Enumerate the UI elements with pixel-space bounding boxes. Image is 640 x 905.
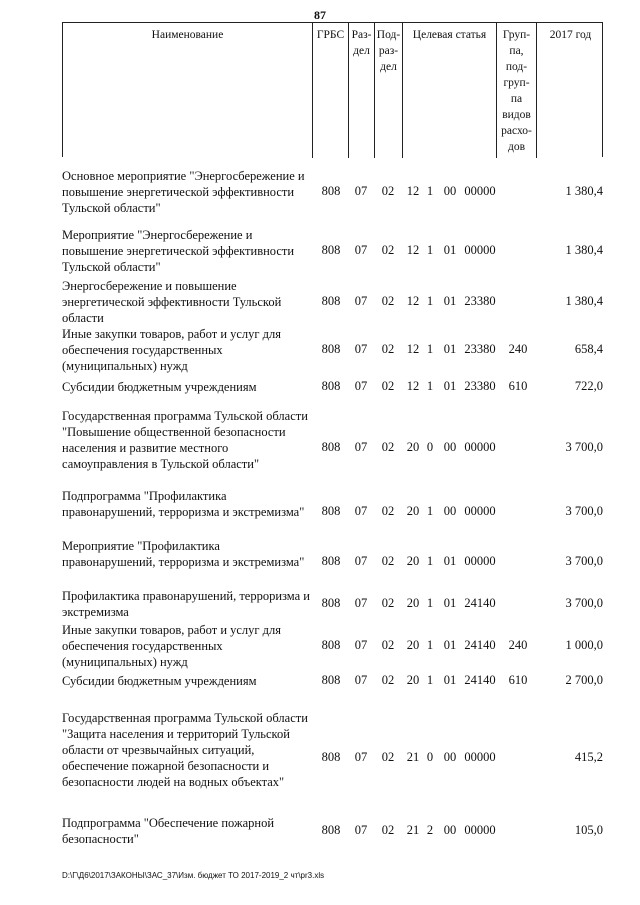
row-rz: 07 bbox=[354, 823, 368, 837]
row-vr: 610 bbox=[508, 379, 528, 393]
row-pr: 02 bbox=[381, 294, 395, 308]
row-rz: 07 bbox=[354, 379, 368, 393]
row-cs4: 00000 bbox=[464, 750, 496, 764]
row-pr: 02 bbox=[381, 638, 395, 652]
row-cs4: 23380 bbox=[464, 294, 496, 308]
row-amount: 3 700,0 bbox=[565, 504, 603, 518]
row-cs3: 00 bbox=[443, 504, 457, 518]
row-rz: 07 bbox=[354, 504, 368, 518]
row-name: Подпрограмма "Обеспечение пожарной безопасности" bbox=[62, 816, 275, 846]
table-row bbox=[62, 278, 603, 326]
row-cs4: 23380 bbox=[464, 379, 496, 393]
row-amount: 3 700,0 bbox=[565, 596, 603, 610]
row-grbs: 808 bbox=[321, 184, 341, 198]
row-rz: 07 bbox=[354, 638, 368, 652]
row-cs2: 1 bbox=[426, 673, 434, 687]
row-rz: 07 bbox=[354, 673, 368, 687]
row-cs3: 01 bbox=[443, 554, 457, 568]
row-name: Энергосбережение и повышение энергетической эффективности Тульской области bbox=[62, 279, 282, 325]
table-row bbox=[62, 326, 603, 374]
row-name: Иные закупки товаров, работ и услуг для обеспечения государственных (муниципальных) нужд bbox=[62, 623, 282, 669]
row-cs3: 00 bbox=[443, 440, 457, 454]
row-cs1: 20 bbox=[406, 673, 420, 687]
table-row bbox=[62, 673, 603, 689]
row-cs2: 1 bbox=[426, 294, 434, 308]
table-row bbox=[62, 408, 603, 488]
row-cs1: 12 bbox=[406, 379, 420, 393]
row-cs4: 24140 bbox=[464, 596, 496, 610]
row-cs2: 1 bbox=[426, 243, 434, 257]
row-cs1: 20 bbox=[406, 638, 420, 652]
row-name: Мероприятие "Энергосбережение и повышение энергетической эффективности Тульской области" bbox=[62, 228, 295, 274]
row-grbs: 808 bbox=[321, 504, 341, 518]
row-cs4: 00000 bbox=[464, 184, 496, 198]
row-cs2: 0 bbox=[426, 440, 434, 454]
header-year: 2017 год bbox=[549, 29, 592, 41]
row-pr: 02 bbox=[381, 596, 395, 610]
row-pr: 02 bbox=[381, 243, 395, 257]
row-cs3: 01 bbox=[443, 243, 457, 257]
row-grbs: 808 bbox=[321, 673, 341, 687]
row-amount: 658,4 bbox=[574, 342, 603, 356]
row-amount: 722,0 bbox=[574, 379, 603, 393]
row-grbs: 808 bbox=[321, 554, 341, 568]
row-vr: 240 bbox=[508, 342, 528, 356]
row-cs1: 21 bbox=[406, 750, 420, 764]
row-grbs: 808 bbox=[321, 596, 341, 610]
row-amount: 1 380,4 bbox=[565, 184, 603, 198]
header-tselevaya: Целевая статья bbox=[403, 23, 497, 158]
row-amount: 2 700,0 bbox=[565, 673, 603, 687]
row-grbs: 808 bbox=[321, 379, 341, 393]
table-row bbox=[62, 227, 603, 275]
row-cs1: 20 bbox=[406, 554, 420, 568]
row-cs1: 20 bbox=[406, 504, 420, 518]
row-cs1: 12 bbox=[406, 342, 420, 356]
row-pr: 02 bbox=[381, 823, 395, 837]
row-cs4: 23380 bbox=[464, 342, 496, 356]
row-name: Иные закупки товаров, работ и услуг для обеспечения государственных (муниципальных) нужд bbox=[62, 327, 282, 373]
row-cs2: 1 bbox=[426, 342, 434, 356]
row-cs1: 12 bbox=[406, 294, 420, 308]
row-grbs: 808 bbox=[321, 750, 341, 764]
row-cs3: 01 bbox=[443, 379, 457, 393]
row-name: Субсидии бюджетным учреждениям bbox=[62, 380, 257, 394]
row-cs2: 1 bbox=[426, 504, 434, 518]
row-name: Государственная программа Тульской области "Защита населения и территорий Тульской области от чрезвычайных ситуаций, обеспечение пожарной безопасности и безопасности людей на водных объектах" bbox=[62, 711, 308, 789]
row-cs3: 01 bbox=[443, 673, 457, 687]
row-vr: 610 bbox=[508, 673, 528, 687]
row-rz: 07 bbox=[354, 554, 368, 568]
table-row bbox=[62, 379, 603, 395]
row-grbs: 808 bbox=[321, 638, 341, 652]
row-cs1: 12 bbox=[406, 184, 420, 198]
row-pr: 02 bbox=[381, 554, 395, 568]
row-cs3: 01 bbox=[443, 294, 457, 308]
row-pr: 02 bbox=[381, 342, 395, 356]
row-amount: 1 380,4 bbox=[565, 243, 603, 257]
table-row bbox=[62, 588, 603, 620]
row-pr: 02 bbox=[381, 440, 395, 454]
table-row bbox=[62, 168, 603, 216]
row-cs3: 01 bbox=[443, 342, 457, 356]
row-rz: 07 bbox=[354, 184, 368, 198]
row-pr: 02 bbox=[381, 184, 395, 198]
row-name: Профилактика правонарушений, терроризма и экстремизма bbox=[62, 589, 310, 619]
row-cs4: 00000 bbox=[464, 554, 496, 568]
row-rz: 07 bbox=[354, 750, 368, 764]
row-cs2: 1 bbox=[426, 596, 434, 610]
row-amount: 1 380,4 bbox=[565, 294, 603, 308]
row-cs3: 01 bbox=[443, 596, 457, 610]
table-row bbox=[62, 622, 603, 670]
row-amount: 1 000,0 bbox=[565, 638, 603, 652]
row-grbs: 808 bbox=[321, 294, 341, 308]
row-rz: 07 bbox=[354, 596, 368, 610]
row-grbs: 808 bbox=[321, 823, 341, 837]
row-grbs: 808 bbox=[321, 342, 341, 356]
row-cs2: 1 bbox=[426, 638, 434, 652]
row-cs2: 0 bbox=[426, 750, 434, 764]
header-podrazdel: Под- раз- дел bbox=[375, 23, 403, 158]
row-amount: 105,0 bbox=[574, 823, 603, 837]
row-cs1: 12 bbox=[406, 243, 420, 257]
row-pr: 02 bbox=[381, 673, 395, 687]
row-cs4: 24140 bbox=[464, 638, 496, 652]
footer-path: D:\Г\Д6\2017\ЗАКОНЫ\ЗАС_37\Изм. бюджет ТО 2017-2019_2 чт\pr3.xls bbox=[62, 871, 325, 880]
row-cs3: 00 bbox=[443, 750, 457, 764]
row-name: Основное мероприятие "Энергосбережение и повышение энергетической эффективности Тульской области" bbox=[62, 169, 305, 215]
row-amount: 415,2 bbox=[574, 750, 603, 764]
row-cs4: 24140 bbox=[464, 673, 496, 687]
row-cs4: 00000 bbox=[464, 243, 496, 257]
row-pr: 02 bbox=[381, 379, 395, 393]
row-rz: 07 bbox=[354, 440, 368, 454]
row-cs2: 1 bbox=[426, 184, 434, 198]
row-amount: 3 700,0 bbox=[565, 440, 603, 454]
row-cs3: 00 bbox=[443, 823, 457, 837]
row-cs2: 1 bbox=[426, 379, 434, 393]
row-rz: 07 bbox=[354, 342, 368, 356]
header-name: Наименование bbox=[63, 23, 313, 158]
header-grbs: ГРБС bbox=[313, 23, 349, 158]
row-cs4: 00000 bbox=[464, 504, 496, 518]
table-row bbox=[62, 815, 603, 847]
row-name: Мероприятие "Профилактика правонарушений, терроризма и экстремизма" bbox=[62, 539, 305, 569]
page-number: 87 bbox=[314, 8, 326, 22]
table-row bbox=[62, 488, 603, 536]
row-cs4: 00000 bbox=[464, 440, 496, 454]
row-rz: 07 bbox=[354, 294, 368, 308]
row-rz: 07 bbox=[354, 243, 368, 257]
row-amount: 3 700,0 bbox=[565, 554, 603, 568]
row-cs4: 00000 bbox=[464, 823, 496, 837]
header-gruppa: Груп- па, под- груп- па видов расхо- дов bbox=[497, 23, 537, 158]
row-cs3: 01 bbox=[443, 638, 457, 652]
row-cs2: 2 bbox=[426, 823, 434, 837]
row-pr: 02 bbox=[381, 504, 395, 518]
row-cs1: 20 bbox=[406, 440, 420, 454]
row-cs2: 1 bbox=[426, 554, 434, 568]
row-cs1: 21 bbox=[406, 823, 420, 837]
table-row bbox=[62, 538, 603, 586]
row-name: Государственная программа Тульской области "Повышение общественной безопасности населения и развитие местного самоуправления в Тульской области" bbox=[62, 409, 308, 471]
row-name: Подпрограмма "Профилактика правонарушений, терроризма и экстремизма" bbox=[62, 489, 305, 519]
row-grbs: 808 bbox=[321, 243, 341, 257]
table-row bbox=[62, 710, 603, 806]
row-cs1: 20 bbox=[406, 596, 420, 610]
row-grbs: 808 bbox=[321, 440, 341, 454]
header-razdel: Раз- дел bbox=[349, 23, 375, 158]
row-name: Субсидии бюджетным учреждениям bbox=[62, 674, 257, 688]
row-vr: 240 bbox=[508, 638, 528, 652]
row-pr: 02 bbox=[381, 750, 395, 764]
row-cs3: 00 bbox=[443, 184, 457, 198]
table-header bbox=[62, 22, 603, 157]
